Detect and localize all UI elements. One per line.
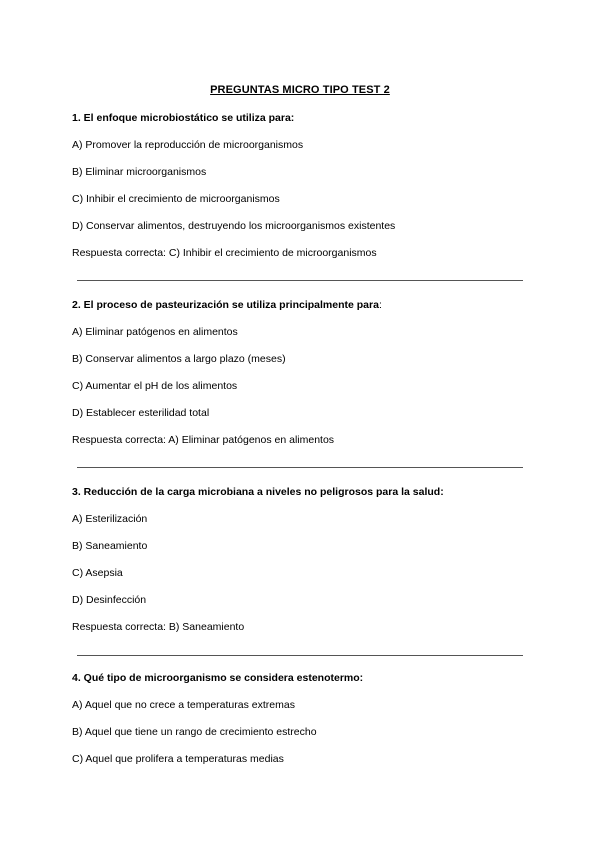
question-block-3 bbox=[72, 485, 542, 647]
answer-option-c: C) Aumentar el pH de los alimentos bbox=[72, 380, 238, 392]
answer-option-b: B) Eliminar microorganismos bbox=[72, 166, 207, 178]
divider-line bbox=[77, 467, 523, 468]
answer-option-d: D) Establecer esterilidad total bbox=[72, 407, 210, 419]
answer-option-c: C) Inhibir el crecimiento de microorganismos bbox=[72, 193, 280, 205]
answer-option-d: D) Desinfección bbox=[72, 594, 147, 606]
answer-option-a: A) Eliminar patógenos en alimentos bbox=[72, 326, 238, 338]
page-title: PREGUNTAS MICRO TIPO TEST 2 bbox=[210, 84, 390, 96]
answer-option-a: A) Aquel que no crece a temperaturas extremas bbox=[72, 699, 295, 711]
question-block-1 bbox=[72, 111, 542, 273]
answer-option-a: A) Esterilización bbox=[72, 513, 148, 525]
question-heading-text: 1. El enfoque microbiostático se utiliza para: bbox=[72, 112, 295, 124]
answer-option-b: B) Conservar alimentos a largo plazo (meses) bbox=[72, 353, 286, 365]
answer-option-b: B) Aquel que tiene un rango de crecimiento estrecho bbox=[72, 726, 317, 738]
question-heading-text: 2. El proceso de pasteurización se utiliza principalmente para bbox=[72, 299, 379, 311]
question-block-2 bbox=[72, 298, 542, 460]
question-heading-text: 3. Reducción de la carga microbiana a niveles no peligrosos para la salud: bbox=[72, 486, 444, 498]
question-heading-tail: : bbox=[378, 299, 382, 311]
divider-line bbox=[77, 655, 523, 656]
correct-answer: Respuesta correcta: B) Saneamiento bbox=[72, 621, 245, 633]
answer-option-d: D) Conservar alimentos, destruyendo los microorganismos existentes bbox=[72, 220, 396, 232]
question-heading bbox=[72, 298, 542, 312]
correct-answer: Respuesta correcta: C) Inhibir el crecimiento de microorganismos bbox=[72, 247, 377, 259]
answer-option-a: A) Promover la reproducción de microorganismos bbox=[72, 139, 304, 151]
correct-answer: Respuesta correcta: A) Eliminar patógenos en alimentos bbox=[72, 434, 335, 446]
answer-option-c: C) Asepsia bbox=[72, 567, 123, 579]
answer-option-b: B) Saneamiento bbox=[72, 540, 148, 552]
question-heading bbox=[72, 111, 542, 125]
question-heading bbox=[72, 485, 542, 499]
divider-line bbox=[77, 280, 523, 281]
question-heading-text: 4. Qué tipo de microorganismo se considera estenotermo: bbox=[72, 672, 364, 684]
answer-option-c: C) Aquel que prolifera a temperaturas medias bbox=[72, 753, 284, 765]
question-block-4 bbox=[72, 671, 542, 779]
question-heading bbox=[72, 671, 542, 685]
